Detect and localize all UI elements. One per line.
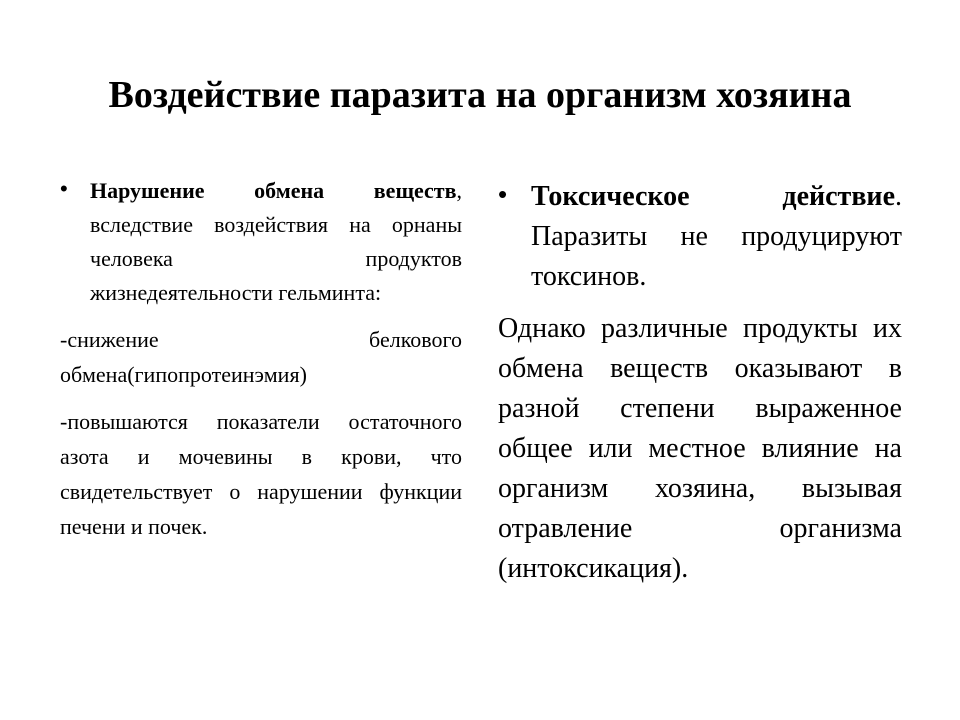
left-bullet-body: , вследствие воздействия на орнаны человека продуктов жизнедеятельности гельминта: bbox=[90, 178, 462, 305]
left-bullet bbox=[60, 174, 462, 310]
right-paragraph-toxins: Однако различные продукты их обмена веществ оказывают в разной степени выраженное общее или местное влияние на организм хозяина, вызывая отравление организма (интоксикация). bbox=[498, 313, 902, 584]
right-bullet-text bbox=[531, 177, 902, 297]
right-column bbox=[498, 177, 902, 589]
left-paragraph-protein: -снижение белкового обмена(гипопротеинэмия) bbox=[60, 327, 462, 387]
left-bullet-text bbox=[90, 174, 462, 310]
bullet-icon: • bbox=[498, 179, 508, 209]
right-bullet-heading: Токсическое действие bbox=[531, 181, 895, 212]
bullet-icon: • bbox=[60, 176, 68, 201]
left-bullet-heading: Нарушение обмена веществ bbox=[90, 178, 457, 203]
right-bullet bbox=[498, 177, 902, 297]
left-column bbox=[60, 174, 462, 544]
slide-title: Воздействие паразита на организм хозяина bbox=[108, 74, 852, 116]
left-paragraph-nitrogen: -повышаются показатели остаточного азота и мочевины в крови, что свидетельствует о нарушении функции печени и почек. bbox=[60, 409, 462, 539]
right-bullet-body: . Паразиты не продуцируют токсинов. bbox=[531, 181, 902, 292]
